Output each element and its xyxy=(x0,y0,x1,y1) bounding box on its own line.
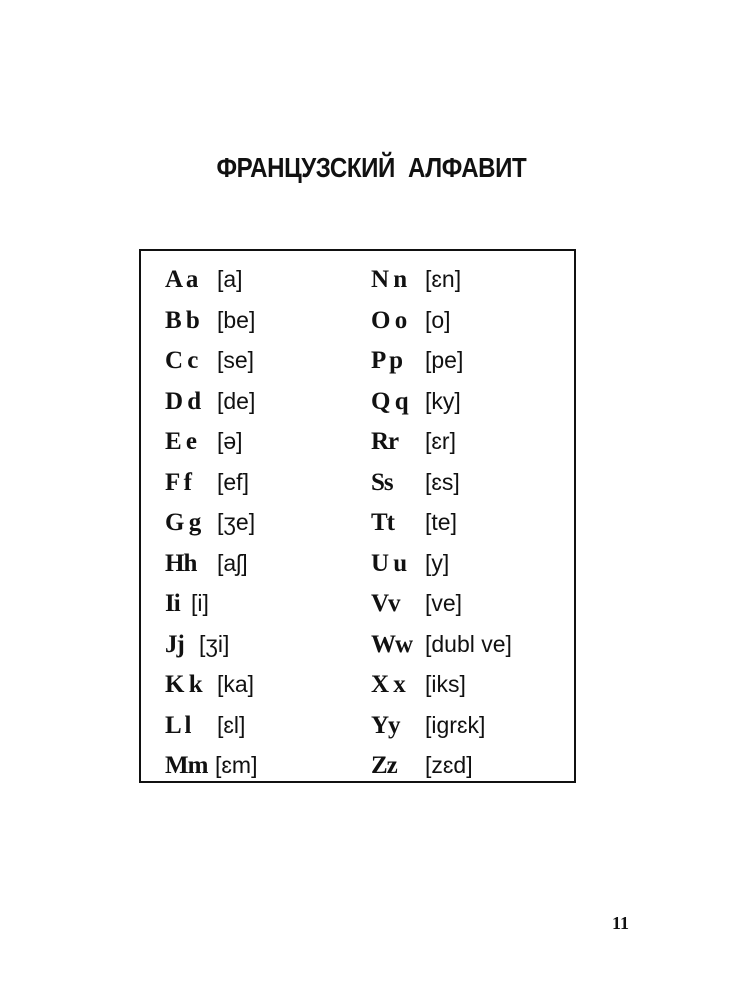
alphabet-entry xyxy=(165,381,258,422)
letter-pair: Hh xyxy=(165,549,197,577)
alphabet-entry xyxy=(165,340,258,381)
transcription: [ʒe] xyxy=(217,509,256,535)
alphabet-column-right xyxy=(371,259,512,786)
alphabet-entry xyxy=(371,340,512,381)
transcription: [ɛl] xyxy=(217,711,246,738)
transcription: [te] xyxy=(425,509,457,535)
transcription: [be] xyxy=(217,306,256,333)
letter-pair: Jj xyxy=(165,630,184,658)
transcription: [de] xyxy=(217,387,256,414)
transcription: [ky] xyxy=(425,387,461,414)
letter-pair: Vv xyxy=(371,590,400,617)
alphabet-table xyxy=(139,249,576,783)
letter-pair: U u xyxy=(371,549,407,577)
letter-pair: Tt xyxy=(371,509,394,536)
letter-pair: Rr xyxy=(371,428,399,455)
transcription: [aʃ] xyxy=(217,549,248,576)
letter-pair: Zz xyxy=(371,752,397,779)
alphabet-entry xyxy=(371,664,512,705)
transcription: [pe] xyxy=(425,347,464,373)
alphabet-entry xyxy=(165,745,258,786)
alphabet-entry xyxy=(371,745,512,786)
transcription: [igrɛk] xyxy=(425,711,486,738)
alphabet-entry xyxy=(165,543,258,584)
transcription: [se] xyxy=(217,347,255,373)
alphabet-entry xyxy=(371,624,512,665)
alphabet-entry xyxy=(165,300,258,341)
transcription: [ɛs] xyxy=(425,468,460,495)
letter-pair: D d xyxy=(165,387,201,415)
letter-pair: Ww xyxy=(371,630,413,658)
letter-pair: Ii xyxy=(165,590,180,617)
transcription: [ʒi] xyxy=(199,630,230,657)
letter-pair: N n xyxy=(371,266,407,293)
transcription: [o] xyxy=(425,306,451,333)
alphabet-entry xyxy=(371,381,512,422)
transcription: [dubl ve] xyxy=(425,630,512,657)
page-number: 11 xyxy=(612,913,630,933)
alphabet-entry xyxy=(165,583,258,624)
letter-pair: Q q xyxy=(371,387,408,415)
letter-pair: Mm xyxy=(165,752,208,779)
letter-pair: G g xyxy=(165,509,201,536)
letter-pair: P p xyxy=(371,347,403,374)
transcription: [zɛd] xyxy=(425,752,473,778)
alphabet-entry xyxy=(165,421,258,462)
transcription: [a] xyxy=(217,266,243,292)
letter-pair: B b xyxy=(165,306,199,334)
alphabet-entry xyxy=(371,705,512,746)
alphabet-entry xyxy=(371,502,512,543)
transcription: [ə] xyxy=(217,428,243,454)
alphabet-entry xyxy=(371,462,512,503)
letter-pair: C c xyxy=(165,347,198,374)
alphabet-entry xyxy=(165,502,258,543)
transcription: [y] xyxy=(425,549,450,576)
letter-pair: Yy xyxy=(371,711,400,739)
letter-pair: L l xyxy=(165,711,191,739)
alphabet-entry xyxy=(371,543,512,584)
transcription: [ka] xyxy=(217,671,255,697)
transcription: [i] xyxy=(191,590,209,616)
letter-pair: E e xyxy=(165,428,197,455)
alphabet-entry xyxy=(371,583,512,624)
alphabet-entry xyxy=(371,421,512,462)
alphabet-entry xyxy=(371,300,512,341)
page-title: ФРАНЦУЗСКИЙ АЛФАВИТ xyxy=(216,152,527,183)
alphabet-entry xyxy=(165,259,258,300)
letter-pair: A a xyxy=(165,266,198,293)
letter-pair: Ss xyxy=(371,468,393,496)
alphabet-entry xyxy=(165,664,258,705)
letter-pair: O o xyxy=(371,306,407,334)
transcription: [ve] xyxy=(425,590,463,616)
transcription: [ɛr] xyxy=(425,428,456,454)
alphabet-entry xyxy=(165,705,258,746)
letter-pair: X x xyxy=(371,671,405,698)
transcription: [ɛn] xyxy=(425,266,462,292)
alphabet-entry xyxy=(165,624,258,665)
transcription: [iks] xyxy=(425,671,466,697)
letter-pair: K k xyxy=(165,671,202,698)
alphabet-entry xyxy=(165,462,258,503)
alphabet-entry xyxy=(371,259,512,300)
alphabet-column-left xyxy=(165,259,258,786)
letter-pair: F f xyxy=(165,468,191,496)
transcription: [ef] xyxy=(217,468,249,495)
transcription: [ɛm] xyxy=(215,752,258,778)
